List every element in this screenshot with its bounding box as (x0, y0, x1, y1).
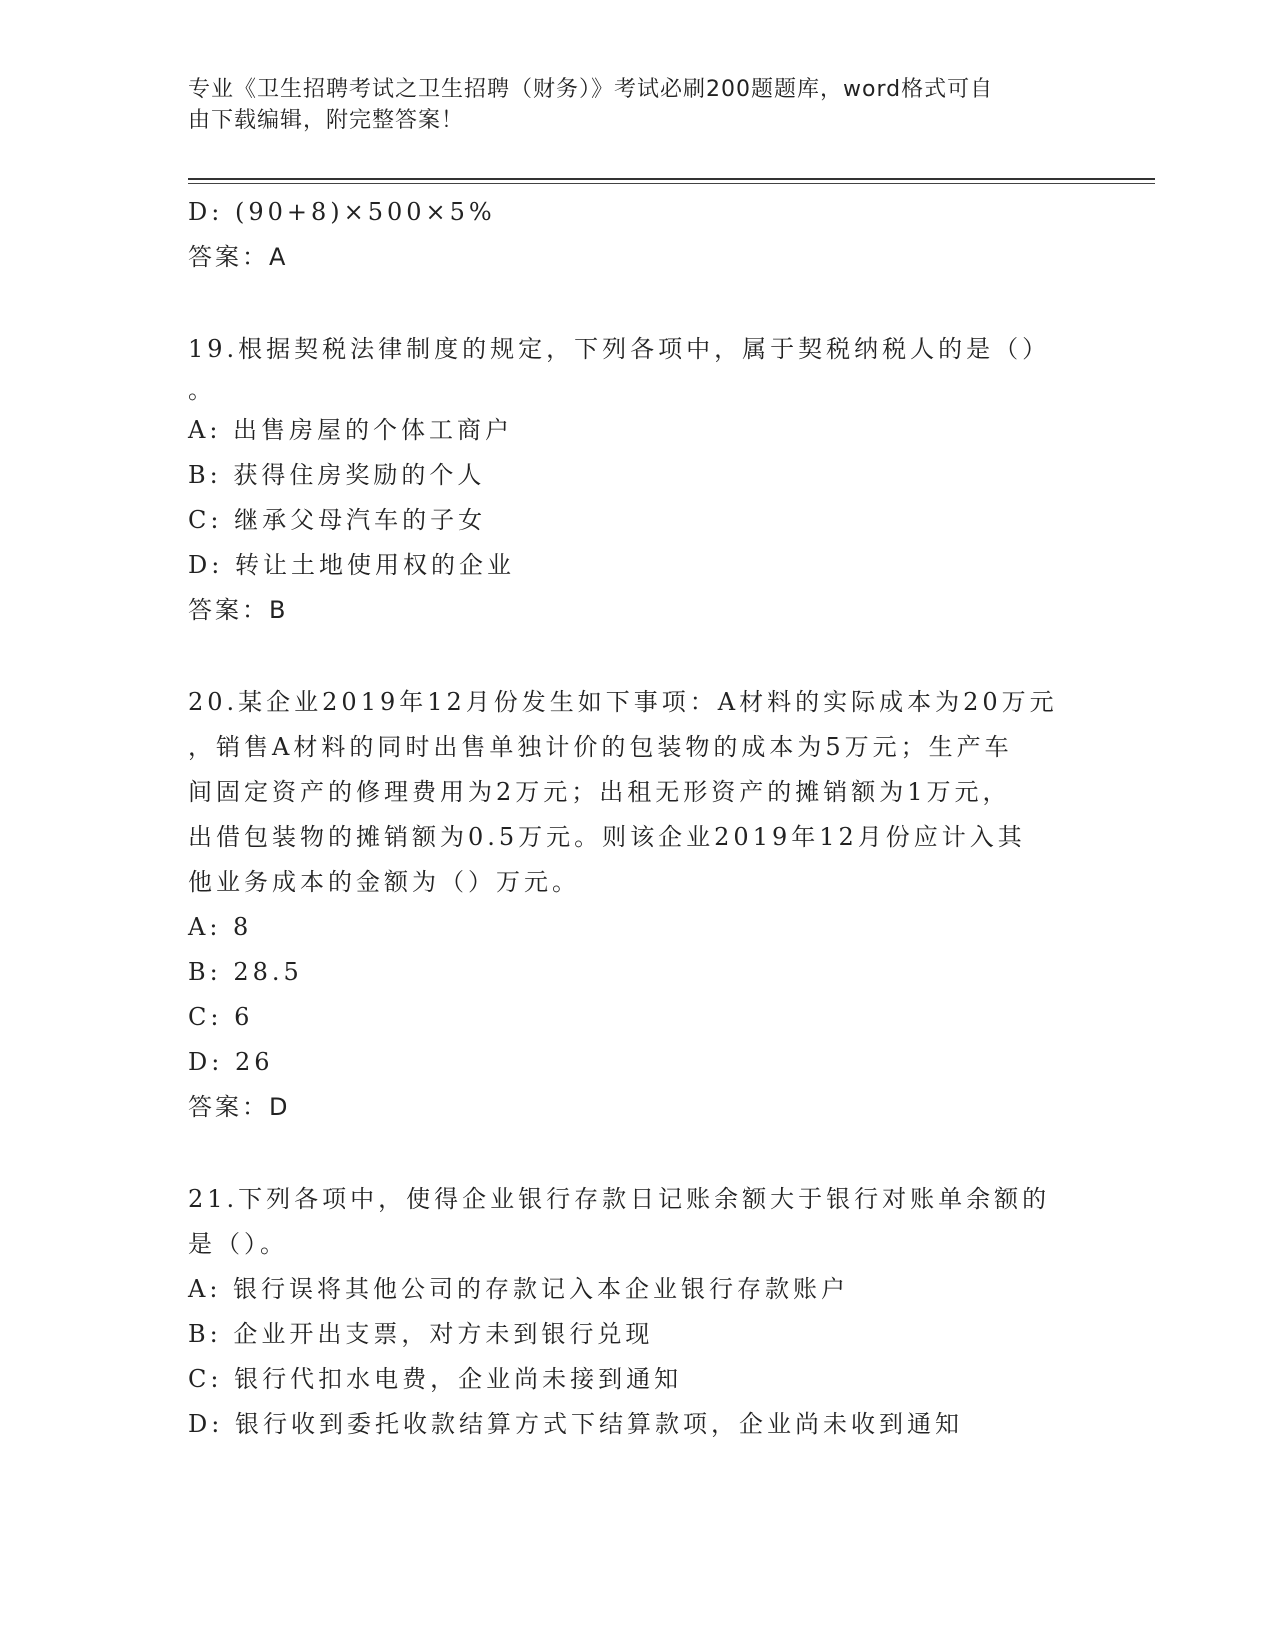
question-21 (188, 1177, 1088, 1447)
question-20-stem-line-4: 出借包装物的摊销额为0.5万元。则该企业2019年12月份应计入其 (188, 823, 1026, 851)
header-line-1: 专业《卫生招聘考试之卫生招聘（财务）》考试必刷200题题库，word格式可自 (188, 77, 994, 102)
question-21-stem-line-1: 21.下列各项中，使得企业银行存款日记账余额大于银行对账单余额的 (188, 1185, 1051, 1213)
question-19-stem-line-1: 19.根据契税法律制度的规定，下列各项中，属于契税纳税人的是（） (188, 335, 1051, 363)
question-19-option-a: A: 出售房屋的个体工商户 (188, 416, 514, 444)
question-21-option-d: D: 银行收到委托收款结算方式下结算款项，企业尚未收到通知 (188, 1410, 963, 1438)
spacer (188, 280, 1088, 327)
spacer (188, 633, 1088, 680)
question-19-option-c: C: 继承父母汽车的子女 (188, 506, 487, 534)
header-divider-thin (188, 183, 1155, 184)
document-header (188, 74, 1068, 136)
question-20-answer: 答案：D (188, 1093, 291, 1121)
question-21-stem-line-2: 是（）。 (188, 1230, 288, 1258)
question-21-option-c: C: 银行代扣水电费，企业尚未接到通知 (188, 1365, 683, 1393)
question-19-option-d: D: 转让土地使用权的企业 (188, 551, 515, 579)
question-20-stem-line-3: 间固定资产的修理费用为2万元；出租无形资产的摊销额为1万元， (188, 778, 1011, 806)
question-20-stem-line-5: 他业务成本的金额为（）万元。 (188, 868, 580, 896)
question-20-option-d: D: 26 (188, 1048, 274, 1076)
prev-answer: 答案：A (188, 243, 289, 271)
question-20-option-b: B: 28.5 (188, 958, 303, 986)
question-20 (188, 680, 1088, 1130)
question-19-answer: 答案：B (188, 596, 289, 624)
question-20-stem-line-1: 20.某企业2019年12月份发生如下事项：A材料的实际成本为20万元 (188, 688, 1058, 716)
question-content (188, 190, 1088, 1447)
question-19 (188, 327, 1088, 633)
question-20-stem-line-2: ，销售A材料的同时出售单独计价的包装物的成本为5万元；生产车 (188, 733, 1013, 761)
prev-option-d: D: (90+8)×500×5% (188, 198, 496, 226)
question-19-stem-line-2: 。 (188, 376, 212, 404)
question-20-option-c: C: 6 (188, 1003, 254, 1031)
question-21-option-b: B: 企业开出支票，对方未到银行兑现 (188, 1320, 654, 1348)
question-20-option-a: A: 8 (188, 913, 253, 941)
question-19-option-b: B: 获得住房奖励的个人 (188, 461, 486, 489)
spacer (188, 1130, 1088, 1177)
question-21-option-a: A: 银行误将其他公司的存款记入本企业银行存款账户 (188, 1275, 850, 1303)
header-divider-thick (188, 178, 1155, 180)
header-line-2: 由下载编辑，附完整答案！ (188, 108, 465, 133)
